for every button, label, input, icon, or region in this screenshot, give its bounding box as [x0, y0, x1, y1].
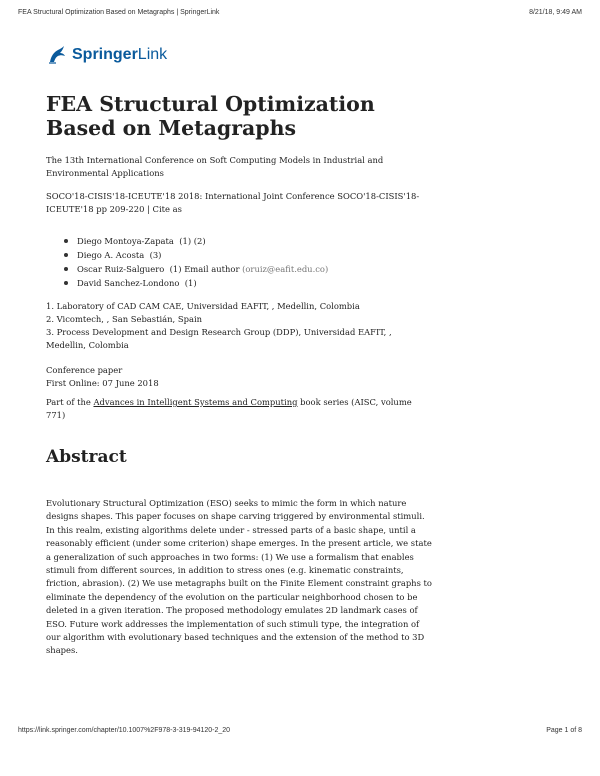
article-content [46, 92, 432, 658]
author-name[interactable]: Diego A. Acosta [77, 250, 145, 260]
author-item [64, 262, 426, 276]
author-list [46, 234, 426, 290]
affiliation-item: 3. Process Development and Design Research Group (DDP), Universidad EAFIT, , Medellin, Colombia [46, 327, 392, 350]
print-footer-page: Page 1 of 8 [546, 727, 582, 734]
affiliation-item: 1. Laboratory of CAD CAM CAE, Universidad EAFIT, , Medellin, Colombia [46, 301, 360, 311]
author-refs: (1) [184, 278, 197, 288]
author-refs: (1) [169, 264, 182, 274]
cite-as-link[interactable]: Cite as [152, 204, 182, 214]
logo-suffix: Link [137, 46, 168, 63]
part-of-suffix: book series (AISC, volume 771) [46, 397, 412, 420]
print-footer-url: https://link.springer.com/chapter/10.1007%2F978-3-319-94120-2_20 [18, 727, 231, 734]
page-title: FEA Structural Optimization Based on Metagraphs [46, 92, 375, 140]
first-online-date: First Online: 07 June 2018 [46, 378, 159, 388]
springerlink-logo[interactable] [46, 44, 167, 66]
author-name[interactable]: Oscar Ruiz-Salguero [77, 264, 165, 274]
print-header-title: FEA Structural Optimization Based on Metagraphs | SpringerLink [18, 9, 220, 16]
conference-name[interactable]: The 13th International Conference on Soft Computing Models in Industrial and Environmental Applications [46, 155, 384, 178]
author-item [64, 276, 426, 290]
content-type: Conference paper [46, 365, 123, 375]
springer-horse-icon [46, 44, 68, 66]
proceedings-line [46, 190, 426, 216]
email-author-link[interactable]: Email author [184, 264, 240, 274]
author-refs: (1) (2) [179, 236, 206, 246]
abstract-text: Evolutionary Structural Optimization (ESO) seeks to mimic the form in which nature designs shapes. This paper focuses on shape carving triggered by environmental stimuli. In this realm, existing algorithms delete under - stressed parts of a basic shape, until a reasonably efficient (under some criterion) shape emerges. In the present article, we state a generalization of such approaches in two forms: (1) We use a formalism that enables stimuli from different sources, in addition to stress ones (e.g. kinematic constraints, friction, abrasion). (2) We use metagraphs built on the Finite Element constraint graphs to eliminate the dependency of the evolution on the particular neighborhood chosen to be deleted in a given iteration. The proposed methodology emulates 2D landmark cases of ESO. Future work addresses the implementation of such stimuli type, the integration of our algorithm with evolutionary based techniques and the extension of the method to 3D shapes. [46, 498, 432, 656]
logo-brand: Springer [72, 46, 138, 63]
print-footer [18, 727, 582, 734]
author-name[interactable]: David Sanchez-Londono [77, 278, 180, 288]
print-header-date: 8/21/18, 9:49 AM [529, 9, 582, 16]
publication-meta [46, 364, 426, 390]
book-series-link[interactable]: Advances in Intelligent Systems and Computing [93, 397, 298, 407]
author-refs: (3) [149, 250, 162, 260]
author-email[interactable]: (oruiz@eafit.edu.co) [242, 264, 329, 274]
print-header [18, 9, 582, 16]
proceedings-text: SOCO'18-CISIS'18-ICEUTE'18 2018: International Joint Conference SOCO'18-CISIS'18-ICEUTE'18 pp 209-220 | [46, 191, 420, 214]
part-of-prefix: Part of the [46, 397, 94, 407]
book-series-line [46, 396, 426, 422]
logo-text [72, 46, 167, 64]
author-item [64, 234, 426, 248]
author-name[interactable]: Diego Montoya-Zapata [77, 236, 174, 246]
affiliations [46, 300, 426, 352]
author-item [64, 248, 426, 262]
abstract-heading: Abstract [46, 447, 127, 467]
affiliation-item: 2. Vicomtech, , San Sebastián, Spain [46, 314, 203, 324]
